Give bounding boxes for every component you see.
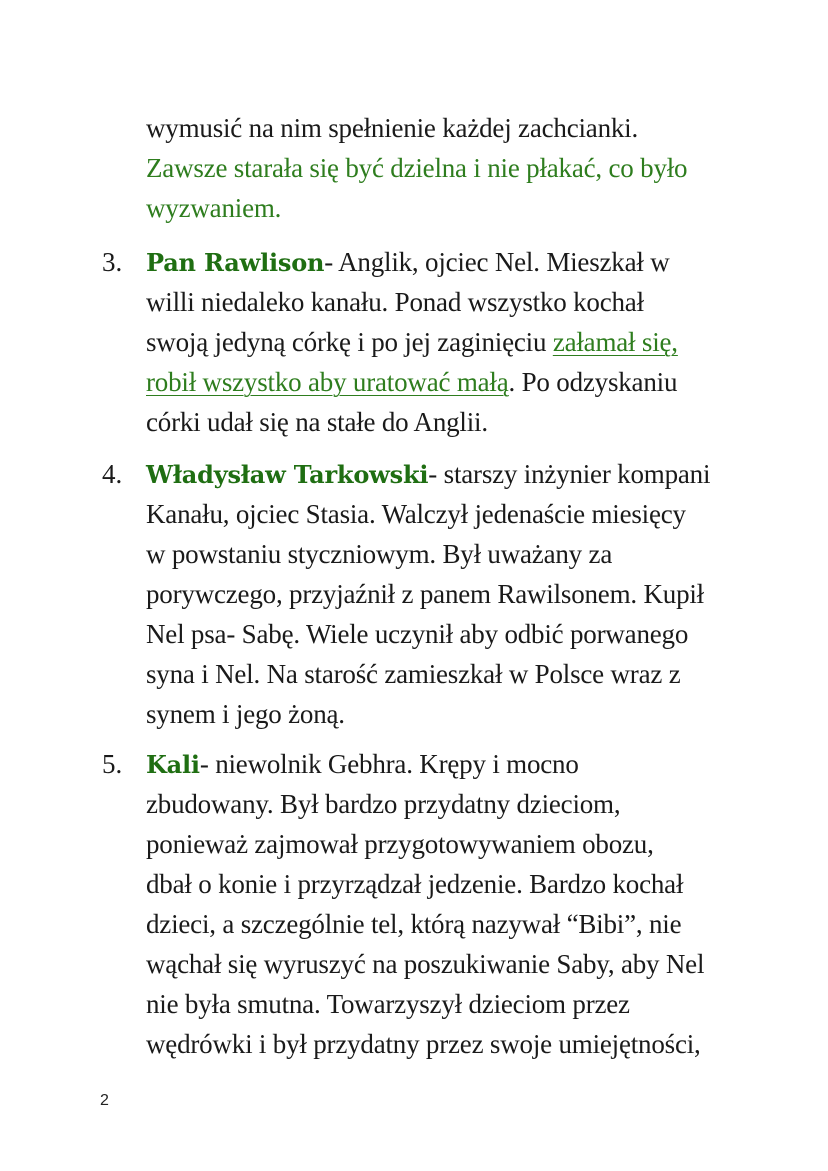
item-3-line-3: [146, 322, 678, 362]
item-3-underlined-phrase-1: załamał się,: [552, 327, 678, 357]
item-3-line-4: [146, 362, 677, 402]
intro-line-3: wyzwaniem.: [146, 193, 282, 223]
intro-line-2: Zawsze starała się być dzielna i nie płakać, co było: [146, 153, 688, 183]
item-5-line-1: [146, 744, 579, 785]
item-3-line-1: [146, 242, 670, 283]
item-5-line-2: zbudowany. Był bardzo przydatny dzieciom,: [146, 789, 621, 819]
item-5-line-4: dbał o konie i przyrządzał jedzenie. Bardzo kochał: [146, 869, 684, 899]
item-4-line-1-text: - starszy inżynier kompani: [428, 459, 711, 489]
page-number: 2: [100, 1092, 109, 1109]
item-3-name: Pan Rawlison: [146, 248, 325, 277]
item-3-underlined-phrase-2: robił wszystko aby uratować małą: [146, 367, 509, 397]
item-4-line-4: porywczego, przyjaźnił z panem Rawilsonem. Kupił: [146, 579, 704, 609]
intro-line-1: wymusić na nim spełnienie każdej zachcianki.: [146, 113, 639, 143]
item-4-name: Władysław Tarkowski: [146, 460, 429, 489]
item-5-line-1-text: - niewolnik Gebhra. Krępy i mocno: [199, 749, 579, 779]
item-4-line-6: syna i Nel. Na starość zamieszkał w Polsce wraz z: [146, 659, 681, 689]
item-3-line-1-text: - Anglik, ojciec Nel. Mieszkał w: [324, 247, 670, 277]
item-5-name: Kali: [146, 750, 200, 779]
item-4-line-3: w powstaniu styczniowym. Był uważany za: [146, 539, 613, 569]
item-4-number: 4.: [102, 459, 123, 489]
item-3-number: 3.: [102, 247, 123, 277]
item-5-line-6: wąchał się wyruszyć na poszukiwanie Saby, aby Nel: [146, 949, 705, 979]
item-4-line-5: Nel psa- Sabę. Wiele uczynił aby odbić porwanego: [146, 619, 689, 649]
item-5-line-8: wędrówki i był przydatny przez swoje umiejętności,: [146, 1029, 701, 1059]
item-5-number: 5.: [102, 749, 123, 779]
item-4-line-2: Kanału, ojciec Stasia. Walczył jedenaście miesięcy: [146, 499, 686, 529]
item-5-line-7: nie była smutna. Towarzyszył dzieciom przez: [146, 989, 630, 1019]
item-4-line-7: synem i jego żoną.: [146, 699, 345, 729]
item-5-line-3: ponieważ zajmował przygotowywaniem obozu,: [146, 829, 654, 859]
item-3-line-3-text: swoją jedyną córkę i po jej zaginięciu: [146, 327, 553, 357]
item-3-line-5: córki udał się na stałe do Anglii.: [146, 407, 488, 437]
item-4-line-1: [146, 454, 710, 495]
item-3-line-2: willi niedaleko kanału. Ponad wszystko kochał: [146, 287, 644, 317]
item-3-line-4-text: . Po odzyskaniu: [508, 367, 678, 397]
item-5-line-5: dzieci, a szczególnie tel, którą nazywał “Bibi”, nie: [146, 909, 682, 939]
